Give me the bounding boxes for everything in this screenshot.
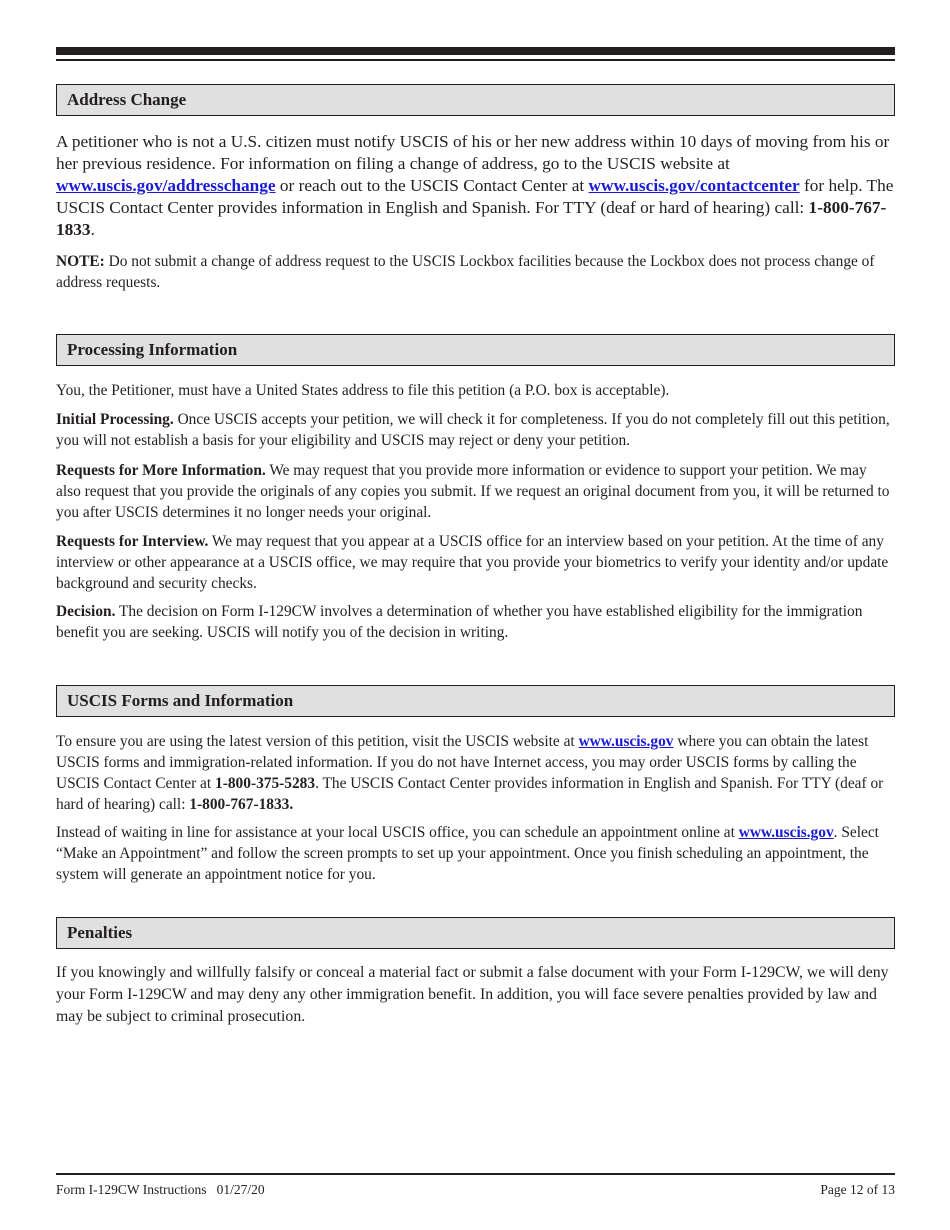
top-thick-rule bbox=[56, 47, 895, 55]
decision-label: Decision. bbox=[56, 603, 116, 620]
footer-form-name: Form I-129CW Instructions 01/27/20 bbox=[56, 1182, 265, 1197]
forms-info-text-b: where you can obtain the latest USCIS forms and immigration-related information. If you do not have Internet access, you may order USCIS forms by calling the USCIS Contact Center at bbox=[56, 733, 869, 792]
processing-intro: You, the Petitioner, must have a United States address to file this petition (a P.O. box is acceptable). bbox=[56, 382, 670, 399]
forms-info-paragraph-2 bbox=[56, 822, 895, 885]
uscis-link[interactable]: www.uscis.gov bbox=[578, 733, 674, 750]
footer bbox=[56, 1182, 895, 1198]
initial-processing-text: Once USCIS accepts your petition, we will check it for completeness. If you do not completely fill out this petition, you will not establish a basis for your eligibility and USCIS may reject or deny your petition. bbox=[56, 411, 890, 449]
appointment-text-a: Instead of waiting in line for assistance at your local USCIS office, you can schedule an appointment online at bbox=[56, 824, 739, 841]
initial-processing-paragraph bbox=[56, 409, 895, 451]
decision-paragraph bbox=[56, 601, 895, 643]
more-info-text: We may request that you provide more information or evidence to support your petition. We may also request that you provide the originals of any copies you submit. If we request an original document from you, it will be returned to you after USCIS determines it no longer needs your original. bbox=[56, 462, 890, 521]
uscis-appointment-link[interactable]: www.uscis.gov bbox=[738, 824, 834, 841]
top-thin-rule bbox=[56, 59, 895, 61]
address-change-text-c: for help. The USCIS Contact Center provides information in English and Spanish. For TTY (deaf or hard of hearing) call: bbox=[56, 176, 894, 217]
note-label: NOTE: bbox=[56, 253, 105, 270]
forms-info-text-a: To ensure you are using the latest version of this petition, visit the USCIS website at bbox=[56, 733, 579, 750]
footer-page-number: Page 12 of 13 bbox=[820, 1182, 895, 1197]
tty-number: 1-800-767-1833 bbox=[56, 198, 887, 239]
contact-center-number: 1-800-375-5283 bbox=[215, 775, 316, 792]
forms-tty-number: 1-800-767-1833. bbox=[189, 796, 294, 813]
note-paragraph bbox=[56, 251, 895, 293]
more-info-label: Requests for More Information. bbox=[56, 462, 266, 479]
note-text: Do not submit a change of address request to the USCIS Lockbox facilities because the Lockbox does not process change of address requests. bbox=[56, 253, 875, 291]
forms-info-heading: USCIS Forms and Information bbox=[56, 685, 895, 717]
interview-paragraph bbox=[56, 531, 895, 594]
address-change-text-end: . bbox=[90, 220, 95, 239]
more-info-paragraph bbox=[56, 460, 895, 523]
appointment-text-b: . Select “Make an Appointment” and follow the screen prompts to set up your appointment. Once you finish scheduling an appointment, the system will generate an appointment notice for you. bbox=[56, 824, 879, 883]
address-change-paragraph bbox=[56, 131, 895, 241]
processing-heading: Processing Information bbox=[56, 334, 895, 366]
decision-text: The decision on Form I-129CW involves a determination of whether you have established eligibility for the immigration benefit you are seeking. USCIS will notify you of the decision in writing. bbox=[56, 603, 863, 641]
footer-rule bbox=[56, 1173, 895, 1175]
penalties-heading: Penalties bbox=[56, 917, 895, 949]
interview-label: Requests for Interview. bbox=[56, 533, 209, 550]
address-change-heading: Address Change bbox=[56, 84, 895, 116]
forms-info-paragraph-1 bbox=[56, 731, 895, 815]
contact-center-link[interactable]: www.uscis.gov/contactcenter bbox=[588, 176, 800, 195]
penalties-paragraph: If you knowingly and willfully falsify or conceal a material fact or submit a false document with your Form I-129CW, we will deny your Form I-129CW and may deny any other immigration benefit. In addition, you will face severe penalties provided by law and may be subject to criminal prosecution. bbox=[56, 964, 889, 1025]
initial-processing-label: Initial Processing. bbox=[56, 411, 174, 428]
address-change-text-a: A petitioner who is not a U.S. citizen must notify USCIS of his or her new address within 10 days of moving from his or her previous residence. For information on filing a change of address, go to the USCIS website at bbox=[56, 132, 890, 173]
address-change-text-b: or reach out to the USCIS Contact Center at bbox=[275, 176, 589, 195]
forms-info-text-c: . The USCIS Contact Center provides information in English and Spanish. For TTY (deaf or hard of hearing) call: bbox=[56, 775, 884, 813]
interview-text: We may request that you appear at a USCIS office for an interview based on your petition. At the time of any interview or other appearance at a USCIS office, we may require that you provide your biometrics to verify your identity and/or update background and security checks. bbox=[56, 533, 889, 592]
address-change-link[interactable]: www.uscis.gov/addresschange bbox=[56, 176, 276, 195]
